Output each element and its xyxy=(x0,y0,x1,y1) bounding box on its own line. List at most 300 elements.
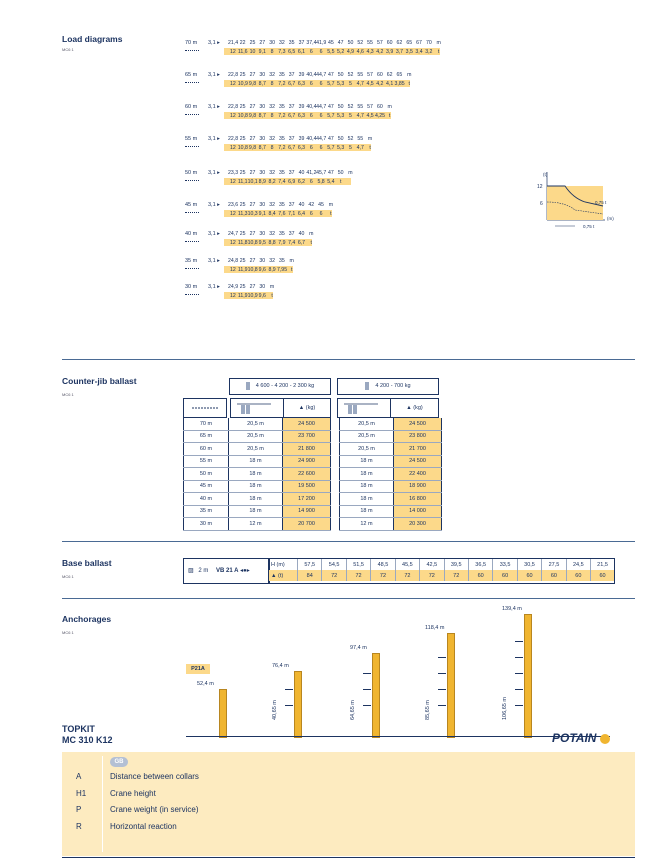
load-value: 8,9 xyxy=(268,267,276,273)
ballast-ton-cell: 72 xyxy=(371,570,395,581)
radius-values xyxy=(228,231,316,237)
jib-length: 55 m xyxy=(185,136,198,142)
load-value: 10,1 xyxy=(247,179,258,185)
radius-value: 32 xyxy=(269,72,275,78)
anchorage-mast xyxy=(219,689,227,738)
counter-jib-length-cell: 20,5 m xyxy=(340,430,394,443)
radius-value: 47 xyxy=(327,104,334,110)
load-value: 4,5 xyxy=(366,113,374,119)
load-value: 11,9 xyxy=(237,267,248,273)
radius-value: 50 xyxy=(337,170,344,176)
radius-value: 25 xyxy=(239,136,246,142)
radius-value: 30 xyxy=(259,231,266,237)
radius-value: 41,9 xyxy=(316,40,327,46)
load-value: 12 xyxy=(230,267,236,273)
radius-value: 62 xyxy=(396,40,403,46)
radius-values xyxy=(228,40,444,46)
jib-length: 65 m xyxy=(185,72,198,78)
load-value: 6,7 xyxy=(288,113,296,119)
counter-jib-length-cell: 18 m xyxy=(340,468,394,481)
counter-jib-length-cell: 18 m xyxy=(340,455,394,468)
ballast-block-icon xyxy=(246,382,250,390)
load-value: 9,1 xyxy=(258,49,266,55)
radius-value: 37 xyxy=(288,202,295,208)
radius-value: 39 xyxy=(298,136,305,142)
radius-value: 55 xyxy=(367,40,373,46)
load-value: t xyxy=(310,240,312,246)
radius-values xyxy=(228,104,395,110)
radius-value: 27 xyxy=(249,202,256,208)
min-radius: 3,1 ▸ xyxy=(208,40,220,46)
load-value: 7,1 xyxy=(288,211,296,217)
load-value: 8 xyxy=(270,145,274,151)
load-value: 7,2 xyxy=(278,113,286,119)
load-value: 12 xyxy=(230,49,236,55)
load-diagrams-code: MC6 1 xyxy=(62,47,74,52)
radius-value: 37 xyxy=(288,104,295,110)
load-value: 10,8 xyxy=(247,267,258,273)
load-value: 5,5 xyxy=(327,49,335,55)
min-radius: 3,1 ▸ xyxy=(208,136,220,142)
collar-tie xyxy=(515,673,523,674)
radius-value: m xyxy=(269,284,275,290)
counter-jib-table xyxy=(183,418,442,531)
load-value: 6 xyxy=(309,49,313,55)
load-value: 3,4 xyxy=(415,49,423,55)
crane-height-cell: 36,5 xyxy=(468,559,492,570)
jib-icon xyxy=(185,50,199,53)
radius-value: 45,7 xyxy=(316,170,327,176)
load-value: 4,1 xyxy=(386,81,394,87)
counter-jib-row xyxy=(184,493,442,506)
counter-jib-length-cell: 20,5 m xyxy=(229,418,283,430)
load-value: 6,7 xyxy=(288,145,296,151)
load-values xyxy=(228,293,277,299)
ballast-ton-cell: 60 xyxy=(493,570,517,581)
load-value: 4,9 xyxy=(346,49,355,55)
ballast-kg-cell: 24 500 xyxy=(283,418,331,430)
radius-value: 37 xyxy=(298,40,305,46)
load-value: 6,3 xyxy=(297,145,306,151)
bottom-rule xyxy=(62,857,635,858)
collar-distance-label: 40,65 m xyxy=(272,700,278,720)
anchorage-mast xyxy=(294,671,302,738)
load-value: 6 xyxy=(319,113,323,119)
load-values xyxy=(228,49,444,55)
load-value: 6 xyxy=(309,113,313,119)
ballast-block-icon-2 xyxy=(365,382,369,390)
load-value: 3,9 xyxy=(386,49,394,55)
load-value: 6,1 xyxy=(297,49,306,55)
radius-values xyxy=(228,136,375,142)
legend-box xyxy=(62,752,635,856)
radius-value: m xyxy=(436,40,441,46)
radius-values xyxy=(228,284,277,290)
radius-value: 45 xyxy=(327,40,334,46)
radius-value: m xyxy=(348,170,353,176)
load-value: 8 xyxy=(270,49,274,55)
min-radius: 3,1 ▸ xyxy=(208,284,220,290)
counter-jib-length-cell: 20,5 m xyxy=(340,443,394,456)
anchorage-mast xyxy=(524,614,532,738)
jib-icon xyxy=(185,294,199,297)
load-value: 3,5 xyxy=(405,49,413,55)
divider-1 xyxy=(62,359,635,360)
jib-length: 45 m xyxy=(185,202,198,208)
radius-value: 32 xyxy=(278,40,285,46)
radius-value: 35 xyxy=(278,202,285,208)
crane-height-cell: 51,5 xyxy=(346,559,370,570)
counter-jib-row xyxy=(184,480,442,493)
load-value: 11,9 xyxy=(237,293,248,299)
load-value: 6,2 xyxy=(297,179,306,185)
radius-value: 27 xyxy=(249,284,256,290)
load-value: 4,7 xyxy=(356,145,364,151)
load-value: 9,5 xyxy=(258,240,266,246)
radius-value: 44,7 xyxy=(316,104,327,110)
radius-value: 27 xyxy=(249,72,256,78)
counter-jib-row xyxy=(184,505,442,518)
mini-y12: 12 xyxy=(537,184,543,190)
radius-value: 32 xyxy=(269,202,275,208)
load-value: 3,7 xyxy=(395,49,404,55)
kg-header-1: ▲ (kg) xyxy=(283,398,331,418)
load-value: 12 xyxy=(230,179,236,185)
jib-length: 30 m xyxy=(185,284,198,290)
legend-key: R xyxy=(76,821,82,831)
counter-jib-table-wrap xyxy=(183,418,442,531)
load-value: 10,8 xyxy=(237,145,248,151)
jib-cell: 55 m xyxy=(184,455,229,468)
legend-value: Horizontal reaction xyxy=(110,821,177,831)
load-value: 5 xyxy=(349,113,352,119)
radius-values xyxy=(228,72,414,78)
radius-value: 25 xyxy=(239,104,246,110)
collar-tie xyxy=(363,689,371,690)
counter-jib-length-cell: 20,5 m xyxy=(229,430,283,443)
base-ballast-table xyxy=(269,559,614,581)
radius-value: 27 xyxy=(249,104,256,110)
load-value: 8 xyxy=(270,81,274,87)
radius-value: 40,4 xyxy=(306,72,317,78)
jib-icon xyxy=(185,146,199,149)
radius-value: 27 xyxy=(249,258,256,264)
collar-tie xyxy=(438,657,446,658)
min-radius: 3,1 ▸ xyxy=(208,258,220,264)
crane-height-cell: 30,5 xyxy=(517,559,541,570)
load-values xyxy=(228,267,297,273)
load-value: 8 xyxy=(270,113,274,119)
load-value: 8,9 xyxy=(258,179,266,185)
radius-value: 57 xyxy=(367,104,373,110)
load-value: 4,7 xyxy=(356,81,364,87)
load-value: 12 xyxy=(230,113,236,119)
load-value: 9,6 xyxy=(258,267,266,273)
radius-value: 32 xyxy=(269,170,275,176)
radius-value: 67 xyxy=(416,40,422,46)
counter-jib-length-cell: 18 m xyxy=(229,505,283,518)
base-ballast-code: MC6 1 xyxy=(62,574,74,579)
load-value: 10,9 xyxy=(237,81,248,87)
crane-height-cell: 48,5 xyxy=(371,559,395,570)
jib-icon xyxy=(185,180,199,183)
load-value: t xyxy=(437,49,440,55)
radius-value: 52 xyxy=(347,104,354,110)
potain-logo-icon xyxy=(600,734,610,744)
load-value: 9,1 xyxy=(258,211,266,217)
radius-value: 57 xyxy=(376,40,383,46)
load-value: 5,8 xyxy=(317,179,325,185)
load-value: 5,7 xyxy=(327,145,335,151)
radius-value: 21,4 xyxy=(228,40,239,46)
load-value: 6,5 xyxy=(288,49,296,55)
load-value: t xyxy=(271,293,273,299)
model-line-1: TOPKIT xyxy=(62,724,95,734)
load-value: 7,2 xyxy=(278,81,286,87)
anchorages-code: MC6 1 xyxy=(62,630,74,635)
collar-tie xyxy=(285,689,293,690)
collar-tie xyxy=(438,705,446,706)
radius-value: 30 xyxy=(259,136,266,142)
radius-value: 37 xyxy=(288,170,295,176)
legend-key: H1 xyxy=(76,788,87,798)
load-value: 8,7 xyxy=(258,145,266,151)
radius-value: 55 xyxy=(357,136,364,142)
radius-value: 35 xyxy=(278,72,285,78)
collar-distance-label: 106,65 m xyxy=(502,697,508,720)
load-value: 9,8 xyxy=(248,81,257,87)
radius-value: 44,7 xyxy=(316,136,327,142)
jib-length: 50 m xyxy=(185,170,198,176)
radius-value: 40 xyxy=(298,202,305,208)
load-value: 7,9 xyxy=(278,240,286,246)
base-ballast-title: Base ballast xyxy=(62,558,112,568)
load-values xyxy=(228,113,395,119)
ballast-kg-cell: 21 800 xyxy=(283,443,331,456)
load-value: 12 xyxy=(230,211,236,217)
radius-value: 35 xyxy=(278,170,285,176)
load-value: 5,3 xyxy=(337,81,345,87)
load-value: t xyxy=(369,145,371,151)
load-value: 6 xyxy=(309,179,313,185)
counter-jib-length-cell: 18 m xyxy=(229,493,283,506)
load-value: 4,6 xyxy=(356,49,364,55)
load-value: 6,3 xyxy=(297,81,306,87)
radius-value: 30 xyxy=(259,72,266,78)
jib-icon xyxy=(185,82,199,85)
counter-jib-row xyxy=(184,418,442,430)
radius-value: 32 xyxy=(269,231,275,237)
counter-jib-length-cell xyxy=(331,430,340,443)
radius-value: 30 xyxy=(259,202,266,208)
ballast-kg-cell: 23 700 xyxy=(283,430,331,443)
base-ballast-grid xyxy=(268,558,615,584)
load-value: 8,8 xyxy=(268,240,276,246)
load-value: 9,8 xyxy=(248,113,257,119)
radius-value: 25 xyxy=(239,231,246,237)
radius-value: 52 xyxy=(347,72,354,78)
mast-height-label: 139,4 m xyxy=(502,606,522,612)
legend-value: Crane weight (in service) xyxy=(110,805,199,814)
load-value: 6,7 xyxy=(297,240,306,246)
ballast-ton-cell: 72 xyxy=(420,570,444,581)
legend-value: Distance between collars xyxy=(110,772,199,781)
counter-jib-title: Counter-jib ballast xyxy=(62,376,137,386)
collar-tie xyxy=(363,705,371,706)
load-value: 6 xyxy=(309,211,313,217)
load-value: 6 xyxy=(319,49,323,55)
counter-jib-length-cell xyxy=(331,493,340,506)
load-value: 7,6 xyxy=(278,211,286,217)
load-value: t xyxy=(408,81,410,87)
jib-cell: 50 m xyxy=(184,468,229,481)
jib-length-icon xyxy=(183,398,227,418)
p21a-label: P21A xyxy=(186,664,210,674)
mast-height-label: 97,4 m xyxy=(350,645,367,651)
kg-header-2: ▲ (kg) xyxy=(390,398,439,418)
radius-value: 50 xyxy=(337,136,344,142)
min-radius: 3,1 ▸ xyxy=(208,104,220,110)
radius-value: 35 xyxy=(278,104,285,110)
radius-value: 25 xyxy=(239,284,246,290)
anchorage-mast xyxy=(372,653,380,738)
load-value: 9,8 xyxy=(248,145,257,151)
load-values xyxy=(228,81,414,87)
ballast-kg-cell: 22 600 xyxy=(283,468,331,481)
jib-cell: 70 m xyxy=(184,418,229,430)
load-value: 6 xyxy=(309,145,313,151)
model-line-2: MC 310 K12 xyxy=(62,735,113,745)
radius-value: 55 xyxy=(357,72,364,78)
radius-value: 40,4 xyxy=(306,136,317,142)
radius-value: m xyxy=(328,202,334,208)
min-radius: 3,1 ▸ xyxy=(208,231,220,237)
counter-jib-length-cell xyxy=(331,505,340,518)
ballast-ton-cell: 72 xyxy=(322,570,346,581)
load-value: 5,7 xyxy=(327,81,335,87)
load-value: 10,8 xyxy=(237,113,248,119)
radius-value: 22 xyxy=(239,40,246,46)
counter-jib-length-cell xyxy=(331,443,340,456)
collar-tie xyxy=(515,657,523,658)
ballast-ton-cell: 60 xyxy=(542,570,566,581)
load-value: 4,3 xyxy=(366,49,374,55)
load-value: 4,7 xyxy=(356,113,364,119)
load-value: t xyxy=(339,179,342,185)
radius-value: 41,2 xyxy=(306,170,317,176)
radius-value: 40 xyxy=(298,231,305,237)
legend-key: A xyxy=(76,772,82,781)
load-values xyxy=(228,179,346,185)
radius-value: 37,4 xyxy=(306,40,317,46)
load-value: 12 xyxy=(230,293,236,299)
ballast-ton-cell: 60 xyxy=(591,570,614,581)
crane-height-cell: 27,5 xyxy=(542,559,566,570)
divider-2 xyxy=(62,541,635,542)
counter-jib-length-cell xyxy=(331,418,340,430)
load-value: t xyxy=(290,267,293,273)
radius-value: 60 xyxy=(376,104,383,110)
mini-load-b: 0,75 t xyxy=(583,224,595,229)
jib-cell: 35 m xyxy=(184,505,229,518)
collar-tie xyxy=(438,673,446,674)
counter-jib-code: MC6 1 xyxy=(62,392,74,397)
radius-value: 55 xyxy=(357,104,364,110)
jib-icon xyxy=(185,268,199,271)
ballast-kg-cell: 18 900 xyxy=(394,480,442,493)
collar-tie xyxy=(515,705,523,706)
radius-value: 32 xyxy=(269,136,275,142)
load-value: 6 xyxy=(319,211,323,217)
load-value: 10,8 xyxy=(247,240,258,246)
counter-jib-length-cell: 12 m xyxy=(229,518,283,531)
jib-icon xyxy=(185,212,199,215)
mini-y-unit: (t) xyxy=(543,172,548,177)
radius-value: 39 xyxy=(298,72,305,78)
load-value: 10 xyxy=(249,49,256,55)
load-value: 6,4 xyxy=(297,211,306,217)
radius-value: 24,9 xyxy=(228,284,239,290)
load-value: 8,7 xyxy=(258,113,266,119)
radius-value: 40,4 xyxy=(306,104,317,110)
bb-t-label: ▲ (t) xyxy=(271,572,284,579)
jib-length: 35 m xyxy=(185,258,198,264)
counter-jib-row xyxy=(184,430,442,443)
load-value: 7,4 xyxy=(278,179,286,185)
ballast-ton-cell: 60 xyxy=(517,570,541,581)
ballast-kg-cell: 20 300 xyxy=(394,518,442,531)
crane-height-cell: 45,5 xyxy=(395,559,419,570)
radius-value: m xyxy=(387,104,392,110)
crane-height-cell: 42,5 xyxy=(420,559,444,570)
counter-jib-row xyxy=(184,518,442,531)
anchorages-title: Anchorages xyxy=(62,614,112,624)
load-value: 7,4 xyxy=(288,240,296,246)
mast-height-label: 118,4 m xyxy=(425,625,445,631)
radius-value: m xyxy=(367,136,373,142)
load-value: 5,3 xyxy=(337,145,345,151)
load-value: 8,4 xyxy=(268,211,276,217)
radius-value: 30 xyxy=(259,170,266,176)
counter-jib-length-cell xyxy=(331,480,340,493)
ballast-kg-cell: 24 500 xyxy=(394,418,442,430)
jib-cell: 45 m xyxy=(184,480,229,493)
radius-value: 27 xyxy=(249,136,256,142)
radius-value: 52 xyxy=(357,40,364,46)
radius-value: 44,7 xyxy=(316,72,327,78)
counter-jib-length-cell xyxy=(331,455,340,468)
ballast-kg-cell: 14 900 xyxy=(283,505,331,518)
jib-cell: 40 m xyxy=(184,493,229,506)
radius-value: 50 xyxy=(337,72,344,78)
radius-value: 32 xyxy=(269,104,275,110)
ballast-kg-cell: 23 800 xyxy=(394,430,442,443)
radius-value: 70 xyxy=(425,40,432,46)
crane-height-cell: 21,5 xyxy=(591,559,614,570)
radius-value: 30 xyxy=(259,284,266,290)
counter-jib-icon-1 xyxy=(230,398,284,418)
radius-value: 47 xyxy=(337,40,344,46)
counter-jib-length-cell: 18 m xyxy=(229,480,283,493)
radius-value: 32 xyxy=(269,258,275,264)
min-radius: 3,1 ▸ xyxy=(208,170,220,176)
radius-values xyxy=(228,170,355,176)
radius-value: 45 xyxy=(318,202,324,208)
radius-value: m xyxy=(407,72,412,78)
load-value: 11,1 xyxy=(237,179,248,185)
load-value: 6 xyxy=(309,81,313,87)
mini-y6: 6 xyxy=(540,201,543,207)
